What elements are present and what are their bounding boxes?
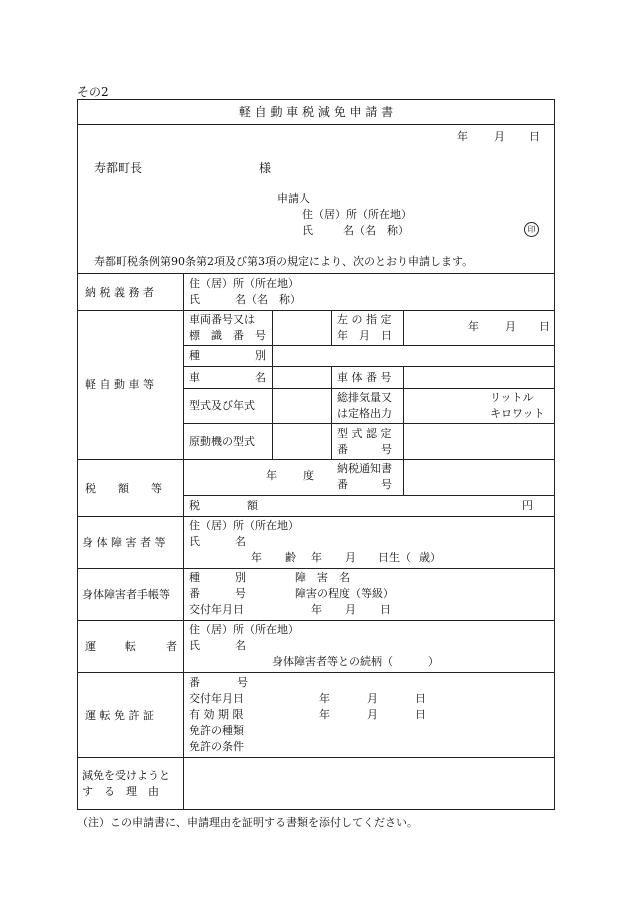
license-label: 運 転 免 許 証 bbox=[85, 709, 154, 722]
vehicle-body-number: 車 体 番 号 bbox=[337, 371, 392, 384]
disabled-address: 住（居）所（所在地） bbox=[189, 519, 299, 532]
handbook-month: 月 bbox=[345, 603, 356, 616]
rule-vehicle-col-2b bbox=[331, 366, 332, 459]
tax-label: 税 額 等 bbox=[85, 482, 162, 495]
rule-vehicle-4 bbox=[183, 423, 555, 424]
vehicle-type-1: 種 bbox=[189, 349, 200, 362]
tax-fiscal-year-2: 度 bbox=[303, 469, 314, 482]
tax-notice-2: 番 号 bbox=[337, 478, 392, 491]
reason-label-2: す る 理 由 bbox=[82, 785, 159, 798]
vehicle-engine-model: 原動機の型式 bbox=[189, 435, 255, 448]
license-conditions: 免許の条件 bbox=[189, 740, 244, 753]
page-label: その2 bbox=[77, 85, 109, 99]
vehicle-designation-2: 年 月 日 bbox=[337, 329, 392, 342]
vehicle-displacement-2: は定格出力 bbox=[337, 407, 392, 420]
disabled-birth-month: 月 bbox=[345, 551, 356, 564]
handbook-number-1: 番 bbox=[189, 587, 200, 600]
rule-driver-end bbox=[77, 672, 555, 673]
driver-relationship-end: ） bbox=[428, 655, 439, 668]
footnote: （注）この申請書に、申請理由を証明する書類を添付してください。 bbox=[77, 816, 418, 829]
taxpayer-address: 住（居）所（所在地） bbox=[189, 277, 299, 290]
seal-mark: 印 bbox=[524, 222, 539, 237]
handbook-kind-2: 別 bbox=[235, 571, 246, 584]
disabled-name-1: 氏 bbox=[189, 535, 200, 548]
vehicle-cert-2: 番 号 bbox=[337, 443, 392, 456]
disabled-name-2: 名 bbox=[235, 535, 246, 548]
handbook-label: 身体障害者手帳等 bbox=[82, 588, 170, 601]
rule-vehicle-col-3b bbox=[403, 366, 404, 495]
disabled-age-2: 齢 bbox=[285, 551, 296, 564]
rule-vehicle-1 bbox=[183, 345, 555, 346]
tax-notice-1: 納税通知書 bbox=[337, 462, 392, 475]
handbook-degree: 障害の程度（等級） bbox=[295, 587, 394, 600]
applicant-name-label-2: 名（名 称） bbox=[343, 224, 409, 237]
taxpayer-label: 納 税 義 務 者 bbox=[85, 286, 154, 299]
rule-disabled-end bbox=[77, 568, 555, 569]
taxpayer-name-2: 名（名 称） bbox=[235, 293, 301, 306]
driver-name-2: 名 bbox=[235, 639, 246, 652]
handbook-day: 日 bbox=[380, 603, 391, 616]
addressee-name: 寿都町長 bbox=[94, 161, 143, 175]
tax-amount-1: 税 bbox=[189, 499, 200, 512]
rule-tax-1 bbox=[183, 495, 555, 496]
driver-name-1: 氏 bbox=[189, 639, 200, 652]
rule-vehicle-col-1 bbox=[272, 310, 273, 459]
vehicle-designation-1: 左 の 指 定 bbox=[337, 313, 392, 326]
taxpayer-name-1: 氏 bbox=[189, 293, 200, 306]
disabled-age-unit: 歳） bbox=[419, 551, 441, 564]
handbook-disability-name: 障 害 名 bbox=[295, 571, 350, 584]
license-issue-month: 月 bbox=[367, 692, 378, 705]
rule-title bbox=[77, 124, 555, 125]
license-number-1: 番 bbox=[189, 676, 200, 689]
rule-vehicle-end bbox=[77, 459, 555, 460]
application-form bbox=[77, 99, 555, 810]
vehicle-plate-2: 標 識 番 号 bbox=[189, 329, 266, 342]
addressee-sama: 様 bbox=[259, 161, 272, 175]
applicant-name-label: 氏 bbox=[302, 224, 313, 237]
rule-vehicle-3 bbox=[183, 388, 555, 389]
license-validity: 有 効 期 限 bbox=[189, 708, 244, 721]
license-validity-month: 月 bbox=[367, 708, 378, 721]
vehicle-plate-1: 車両番号又は bbox=[189, 313, 255, 326]
vehicle-designation-month: 月 bbox=[505, 320, 516, 333]
handbook-number-2: 号 bbox=[235, 587, 246, 600]
disabled-age-1: 年 bbox=[251, 551, 262, 564]
vehicle-designation-day: 日 bbox=[539, 320, 550, 333]
vehicle-unit-kw: キロワット bbox=[490, 407, 545, 420]
driver-label-1: 運 bbox=[85, 640, 96, 653]
rule-vehicle-2 bbox=[183, 366, 555, 367]
date-year: 年 bbox=[457, 130, 468, 143]
vehicle-cert-1: 型 式 認 定 bbox=[337, 427, 392, 440]
driver-label-2: 転 bbox=[125, 640, 136, 653]
vehicle-type-2: 別 bbox=[255, 349, 266, 362]
reason-label-1: 減免を受けようと bbox=[82, 769, 170, 782]
vehicle-name-2: 名 bbox=[255, 371, 266, 384]
tax-fiscal-year-1: 年 bbox=[266, 469, 277, 482]
statement: 寿都町税条例第90条第2項及び第3項の規定により、次のとおり申請します。 bbox=[94, 255, 474, 268]
rule-vehicle-col-2a bbox=[331, 310, 332, 345]
rule-taxpayer-end bbox=[77, 310, 555, 311]
license-number-2: 号 bbox=[237, 676, 248, 689]
applicant-label: 申請人 bbox=[277, 192, 310, 205]
driver-address: 住（居）所（所在地） bbox=[189, 623, 299, 636]
rule-header-end bbox=[77, 273, 555, 274]
vehicle-label: 軽 自 動 車 等 bbox=[85, 378, 154, 391]
disabled-birth-year: 年 bbox=[311, 551, 322, 564]
date-day: 日 bbox=[529, 130, 540, 143]
driver-relationship: 身体障害者等との続柄（ bbox=[272, 655, 393, 668]
license-validity-day: 日 bbox=[415, 708, 426, 721]
vehicle-designation-year: 年 bbox=[468, 320, 479, 333]
tax-amount-2: 額 bbox=[247, 499, 258, 512]
license-issue-year: 年 bbox=[319, 692, 330, 705]
rule-handbook-end bbox=[77, 620, 555, 621]
handbook-kind-1: 種 bbox=[189, 571, 200, 584]
vehicle-unit-liter: リットル bbox=[490, 391, 534, 404]
rule-tax-end bbox=[77, 516, 555, 517]
disabled-label: 身 体 障 害 者 等 bbox=[82, 536, 166, 549]
vehicle-displacement-1: 総排気量又 bbox=[337, 391, 392, 404]
rule-label-column bbox=[183, 273, 184, 810]
applicant-address: 住（居）所（所在地） bbox=[302, 208, 412, 221]
vehicle-name-1: 車 bbox=[189, 371, 200, 384]
form-title: 軽 自 動 車 税 減 免 申 請 書 bbox=[238, 105, 394, 119]
handbook-year: 年 bbox=[311, 603, 322, 616]
license-issue-date: 交付年月日 bbox=[189, 692, 244, 705]
disabled-birth-day: 日生（ bbox=[378, 551, 411, 564]
vehicle-model-year: 型式及び年式 bbox=[189, 399, 255, 412]
rule-license-end bbox=[77, 757, 555, 758]
driver-label-3: 者 bbox=[166, 640, 177, 653]
license-kind: 免許の種類 bbox=[189, 724, 244, 737]
license-issue-day: 日 bbox=[415, 692, 426, 705]
date-month: 月 bbox=[494, 130, 505, 143]
rule-vehicle-col-3a bbox=[403, 310, 404, 345]
tax-yen: 円 bbox=[522, 499, 533, 512]
license-validity-year: 年 bbox=[319, 708, 330, 721]
handbook-issue-date: 交付年月日 bbox=[189, 603, 244, 616]
